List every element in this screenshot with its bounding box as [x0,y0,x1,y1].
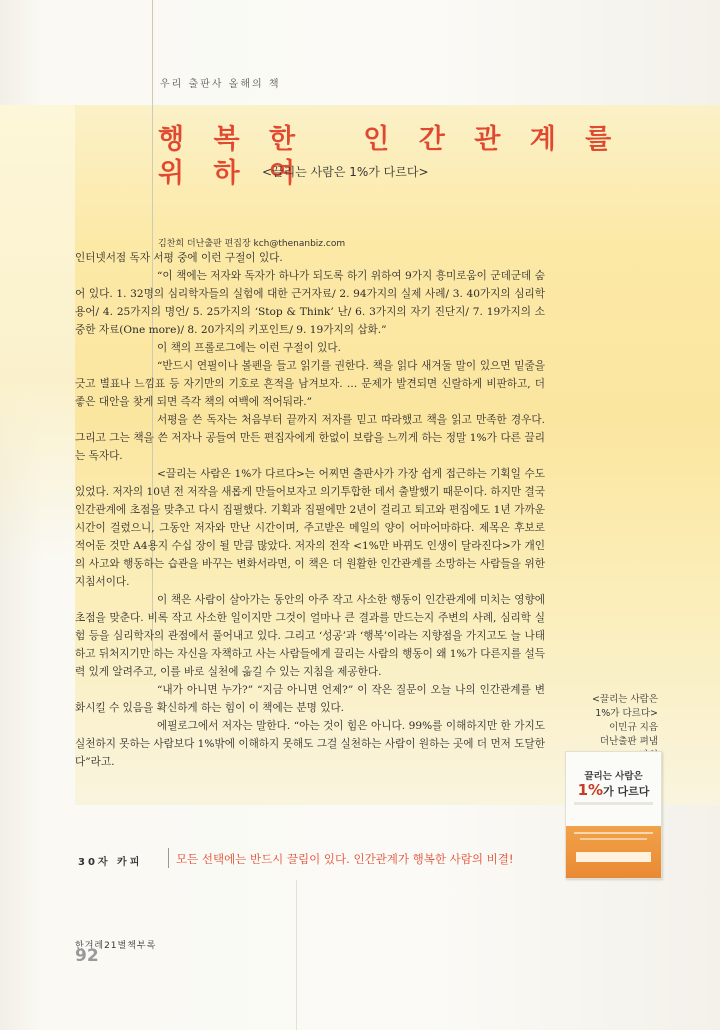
cover-orange-panel [566,826,661,878]
section-label: 우리 출판사 올해의 책 [160,79,281,90]
body-paragraph: 에필로그에서 저자는 말한다. “아는 것이 힘은 아니다. 99%를 이해하지만 한 가지도 실천하지 못하는 사람보다 1%밖에 이해하지 못해도 그걸 실천하는 사람이 원하는 곳에 더 먼저 도달한다”라고. [75,720,545,768]
cover-title-line2 [566,781,661,799]
footer-label: 한겨레21별책부록 [75,941,157,951]
body-paragraph: “이 책에는 저자와 독자가 하나가 되도록 하기 위하여 9가지 흥미로움이 군데군데 숨어 있다. 1. 32명의 심리학자들의 실험에 대한 근거자료/ 2. 94가지의 실제 사례/ 3. 40가지의 심리학 용어/ 4. 25가지의 명언/ 5. 25가지의 ‘Stop & Think’ 난/ 6. 3가지의 자기 진단지/ 7. 19가지의 소중한 자료(One more)/ 8. 20가지의 키포인트/ 9. 19가지의 삽화.” [75,270,545,336]
cover-text-line [574,832,653,834]
body-paragraph: 인터넷서점 독자 서평 중에 이런 구절이 있다. [75,252,283,264]
book-info-author: 이민규 지음 [609,722,658,733]
copy-divider [168,848,169,868]
body-paragraph: 이 책의 프롤로그에는 이런 구절이 있다. [157,342,341,354]
body-paragraph: 서평을 쓴 독자는 처음부터 끝까지 저자를 믿고 따라했고 책을 읽고 만족한 경우다. 그리고 그는 책을 쓴 저자나 공들여 만든 편집자에게 한없이 보람을 느끼게 하는 정말 1%가 다른 끌리는 독자다. [75,414,545,462]
cover-strip [576,852,651,862]
cover-text-line [580,838,647,840]
yellow-left-margin [0,105,75,565]
article-body [75,249,545,771]
body-paragraph: <끌리는 사람은 1%가 다르다>는 어찌면 출판사가 가장 쉽게 접근하는 기획일 수도 있었다. 저자의 10년 전 저작을 새롭게 만들어보자고 의기투합한 데서 출발했기 때문이다. 하지만 결국 인간관계에 초점을 맞추고 다시 집필했다. 기획과 집필에만 2년이 걸리고 퇴고와 편집에도 1년 가까운 시간이 걸렸으니, 그동안 저자와 만난 시간이며, 주고받은 메일의 양이 어마어마하다. 제목은 후보로 적어둔 것만 A4용지 수십 장이 될 만큼 많았다. 저자의 전작 <1%만 바뀌도 인생이 달라진다>가 개인의 사고와 행동하는 습관을 바꾸는 변화서라면, 이 책은 더 원활한 인간관계를 소망하는 사람들을 위한 지침서이다. [75,468,545,588]
cover-tagline [574,802,653,805]
vertical-rule-bottom [296,880,297,1030]
article-title-line1: 행 복 한 인 간 관 계 를 [158,124,622,155]
book-cover-image [565,751,662,879]
cover-title-rest: 가 다르다 [603,785,650,798]
book-info-publisher: 더난출판 펴냄 [599,736,658,747]
book-info-title2: 1%가 다르다> [595,708,658,719]
body-paragraph: 이 책은 사람이 살아가는 동안의 아주 작고 사소한 행동이 인간관계에 미치는 영향에 초점을 맞춘다. 비록 작고 사소한 일이지만 그것이 얼마나 큰 결과를 만드는지 주변의 사례, 심리학 실험 등을 심리학자의 관점에서 풀어내고 있다. 그리고 ‘성공’과 ‘행복’이라는 지향점을 가지고도 늘 나태하고 뒤처지기만 하는 자신을 자책하고 사는 사람들에게 끌리는 사람의 행동이 왜 1%가 다른지를 설득력 있게 알려주고, 이를 바로 실천에 옮길 수 있는 지침을 제공한다. [75,594,545,678]
copy-label: 30자 카피 [78,857,143,868]
article-subtitle: <끌리는 사람은 1%가 다르다> [262,165,429,179]
book-info-title: <끌리는 사람은 [591,694,658,705]
page-number: 92 [75,946,99,966]
cover-title-pct: 1% [577,781,604,799]
article-title-line2: 위 하 여 [158,158,306,189]
body-paragraph: “내가 아니면 누가?” “지금 아니면 언제?” 이 작은 질문이 오늘 나의 인간관계를 변화시킬 수 있음을 확신하게 하는 힘이 이 책에는 분명 있다. [75,684,545,714]
body-paragraph: “반드시 연필이나 볼펜을 들고 읽기를 권한다. 책을 읽다 새겨둘 말이 있으면 밑줄을 긋고 별표나 느낌표 등 자기만의 기호로 흔적을 남겨보자. … 문제가 발견되면 신랄하게 비판하고, 더 좋은 대안을 찾게 되면 즉각 책의 여백에 적어둬라.” [75,360,545,408]
cover-title-line1: 끌리는 사람은 [584,771,643,782]
copy-text: 모든 선택에는 반드시 끌림이 있다. 인간관계가 행복한 사람의 비결! [176,852,514,866]
byline: 김찬희 더난출판 편집장 kch@thenanbiz.com [158,239,346,249]
